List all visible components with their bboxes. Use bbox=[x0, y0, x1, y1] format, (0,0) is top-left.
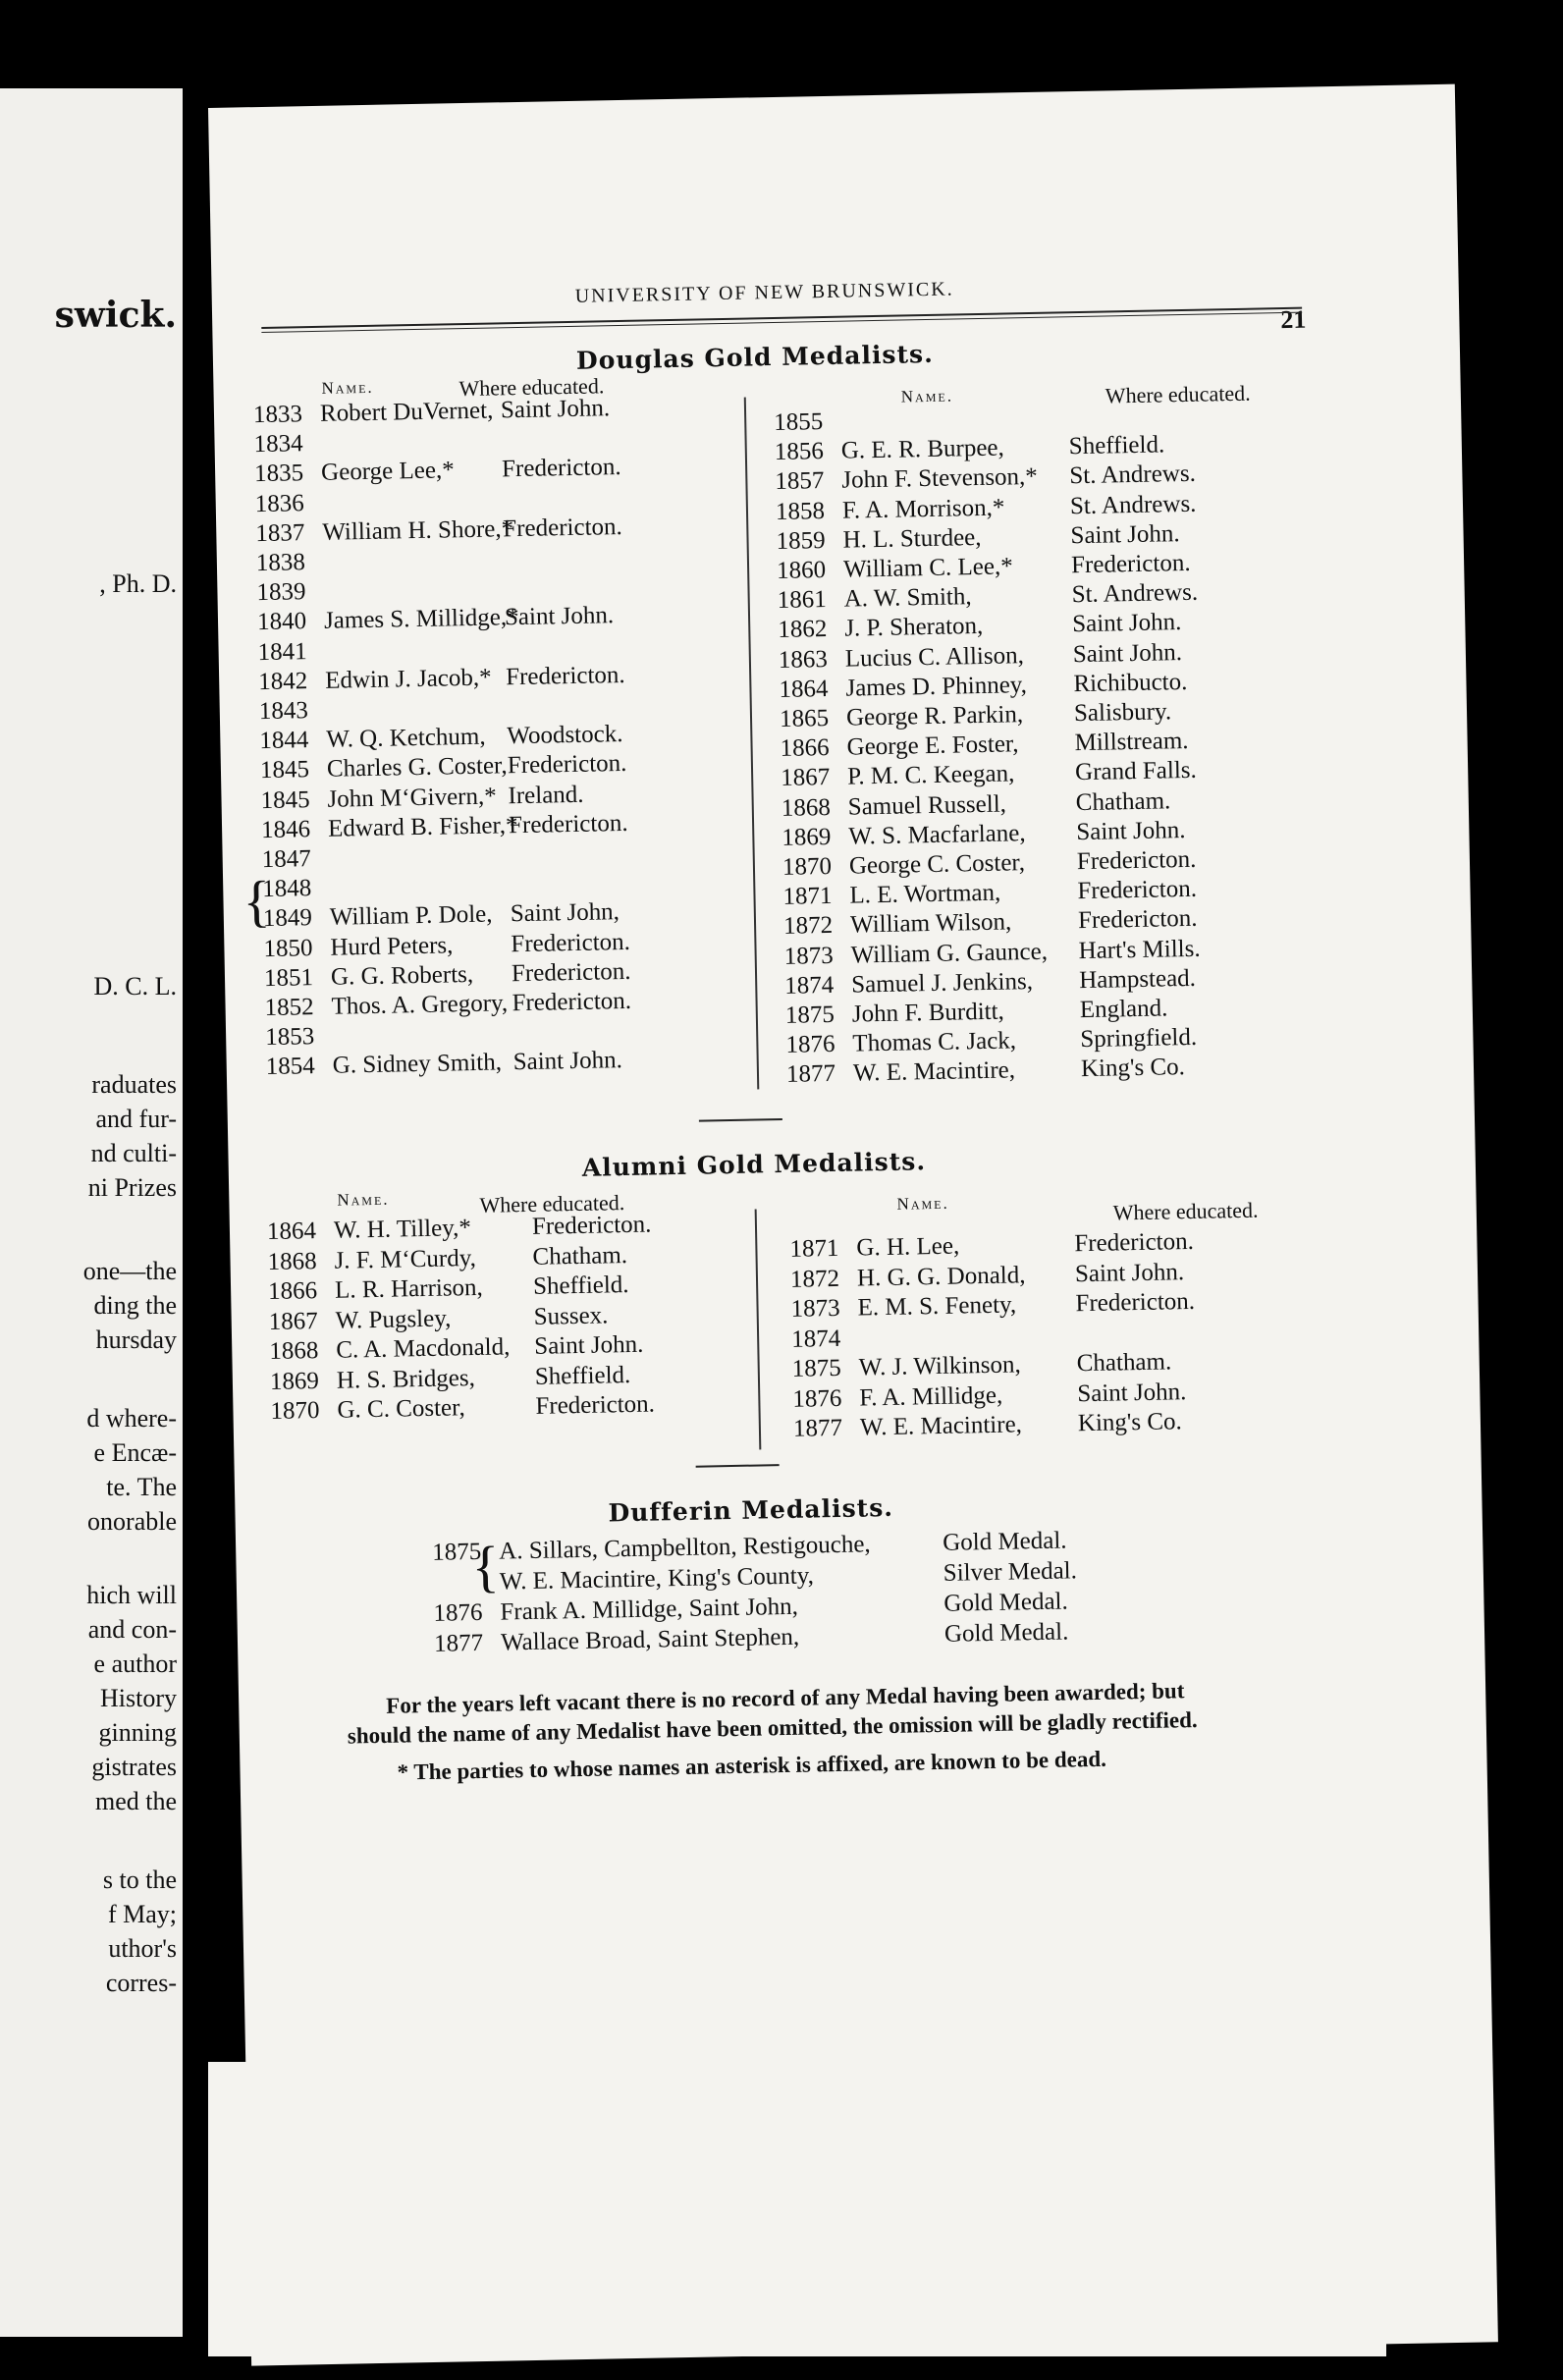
previous-page-text-line: f May; bbox=[107, 1900, 177, 1928]
medalist-name: A. Sillars, Campbellton, Restigouche, bbox=[499, 1531, 871, 1565]
medalist-name: Edward B. Fisher,* bbox=[327, 811, 518, 842]
place-educated: Richibucto. bbox=[1073, 668, 1188, 697]
medalist-name: G. H. Lee, bbox=[856, 1232, 960, 1262]
place-educated: Fredericton. bbox=[1077, 905, 1198, 935]
previous-page-text-line: med the bbox=[94, 1787, 177, 1815]
douglas-name-header-right: Name. bbox=[900, 386, 954, 406]
alumni-name-header-left: Name. bbox=[337, 1189, 390, 1210]
medal-type: Gold Medal. bbox=[942, 1527, 1067, 1556]
previous-page-text-line: te. The bbox=[106, 1473, 177, 1501]
place-educated: Chatham. bbox=[1075, 786, 1171, 816]
place-educated: Woodstock. bbox=[507, 721, 623, 750]
year: 1874 bbox=[790, 1325, 841, 1353]
medalist-name: W. J. Wilkinson, bbox=[858, 1351, 1021, 1381]
alumni-where-header-left: Where educated. bbox=[479, 1190, 625, 1217]
note-line-3: * The parties to whose names an asterisk is affixed, are known to be dead. bbox=[397, 1746, 1107, 1785]
previous-page-text-line: D. C. L. bbox=[93, 972, 177, 1001]
medalist-name: W. S. Macfarlane, bbox=[848, 819, 1026, 850]
year: 1855 bbox=[773, 408, 824, 436]
place-educated: St. Andrews. bbox=[1069, 490, 1197, 519]
section-divider-2 bbox=[696, 1464, 780, 1468]
year: 1850 bbox=[263, 934, 313, 962]
year: 1868 bbox=[267, 1247, 317, 1275]
medalist-name: Samuel Russell, bbox=[847, 790, 1007, 821]
place-educated: Fredericton. bbox=[512, 987, 632, 1017]
place-educated: Saint John. bbox=[1070, 519, 1180, 550]
brace-1875: { bbox=[470, 1534, 501, 1599]
year: 1847 bbox=[261, 845, 311, 874]
douglas-column-divider bbox=[744, 398, 760, 1090]
medalist-name: George E. Foster, bbox=[846, 730, 1019, 761]
year: 1868 bbox=[781, 793, 832, 822]
place-educated: Ireland. bbox=[508, 781, 584, 809]
place-educated: Sheffield. bbox=[534, 1361, 631, 1390]
dufferin-heading: Dufferin Medalists. bbox=[608, 1492, 894, 1528]
place-educated: Springfield. bbox=[1080, 1024, 1198, 1054]
year: 1870 bbox=[782, 852, 833, 881]
medalist-name: Thos. A. Gregory, bbox=[331, 990, 509, 1020]
year: 1840 bbox=[256, 608, 307, 636]
document-page bbox=[208, 84, 1498, 2366]
medalist-name: John F. Stevenson,* bbox=[841, 463, 1039, 495]
alumni-heading: Alumni Gold Medalists. bbox=[581, 1147, 927, 1182]
douglas-where-header-left: Where educated. bbox=[458, 373, 605, 402]
medalist-name: G. C. Coster, bbox=[337, 1394, 465, 1424]
place-educated: Saint John, bbox=[510, 898, 620, 928]
year: 1868 bbox=[269, 1337, 319, 1366]
year: 1857 bbox=[775, 467, 825, 496]
year: 1872 bbox=[789, 1265, 840, 1293]
brace-1845: { bbox=[242, 868, 271, 934]
previous-page-text-line: raduates bbox=[91, 1070, 177, 1099]
year: 1858 bbox=[775, 497, 826, 525]
medalist-name: G. G. Roberts, bbox=[330, 960, 474, 991]
place-educated: Fredericton. bbox=[505, 661, 625, 691]
year: 1834 bbox=[253, 430, 303, 459]
medalist-name: Charles G. Coster, bbox=[326, 752, 508, 784]
place-educated: Fredericton. bbox=[511, 957, 631, 988]
place-educated: Saint John. bbox=[1072, 638, 1183, 668]
medalist-name: W. Pugsley, bbox=[335, 1304, 452, 1334]
year: 1861 bbox=[777, 586, 827, 615]
place-educated: Fredericton. bbox=[1070, 549, 1191, 579]
place-educated: Saint John. bbox=[504, 602, 615, 631]
medalist-name: H. L. Sturdee, bbox=[842, 523, 982, 554]
medalist-name: Hurd Peters, bbox=[330, 931, 454, 961]
medalist-name: Robert DuVernet, bbox=[319, 397, 494, 427]
place-educated: Hart's Mills. bbox=[1078, 935, 1201, 964]
year: 1833 bbox=[252, 401, 303, 429]
year: 1867 bbox=[780, 764, 831, 792]
previous-page-text-line: ni Prizes bbox=[87, 1173, 177, 1202]
medalist-name: George R. Parkin, bbox=[845, 701, 1024, 731]
year: 1877 bbox=[785, 1060, 836, 1089]
year: 1876 bbox=[792, 1384, 842, 1413]
year: 1853 bbox=[264, 1023, 315, 1052]
previous-page-text-line: nd culti- bbox=[90, 1139, 177, 1167]
year: 1873 bbox=[790, 1294, 840, 1323]
medalist-name: William C. Lee,* bbox=[842, 553, 1013, 583]
year: 1872 bbox=[782, 912, 834, 941]
previous-page-text-line: corres- bbox=[105, 1969, 177, 1997]
douglas-heading: Douglas Gold Medalists. bbox=[575, 339, 935, 375]
place-educated: Fredericton. bbox=[1074, 1227, 1195, 1258]
year: 1863 bbox=[778, 645, 829, 674]
medalist-name: L. R. Harrison, bbox=[334, 1273, 484, 1304]
medalist-name: F. A. Morrison,* bbox=[841, 494, 1005, 524]
note-line-2: should the name of any Medalist have been omitted, the omission will be gladly rectified. bbox=[347, 1706, 1198, 1749]
medalist-name: Thomas C. Jack, bbox=[852, 1027, 1017, 1057]
place-educated: Fredericton. bbox=[1076, 845, 1197, 876]
medalist-name: W. Q. Ketchum, bbox=[326, 723, 486, 753]
medalist-name: James D. Phinney, bbox=[845, 671, 1028, 702]
year: 1873 bbox=[783, 942, 834, 970]
place-educated: Fredericton. bbox=[1077, 876, 1198, 905]
page-number: 21 bbox=[1280, 304, 1307, 335]
year: 1876 bbox=[433, 1598, 483, 1627]
section-divider-1 bbox=[699, 1118, 782, 1122]
medalist-name: A. W. Smith, bbox=[843, 583, 972, 613]
year: 1871 bbox=[782, 883, 833, 911]
alumni-where-header-right: Where educated. bbox=[1112, 1197, 1259, 1225]
place-educated: Saint John. bbox=[1076, 816, 1186, 845]
year: 1875 bbox=[432, 1538, 482, 1566]
header-rule-thin bbox=[261, 312, 1302, 333]
place-educated: Saint John. bbox=[512, 1047, 623, 1076]
medalist-name: Samuel J. Jenkins, bbox=[851, 967, 1034, 999]
year: 1852 bbox=[264, 994, 314, 1022]
place-educated: Chatham. bbox=[532, 1241, 628, 1271]
year: 1845 bbox=[260, 785, 310, 814]
douglas-where-header-right: Where educated. bbox=[1105, 380, 1251, 408]
note-line-1: For the years left vacant there is no record of any Medal having been awarded; but bbox=[386, 1678, 1185, 1718]
previous-page-text-line: e Encæ- bbox=[93, 1438, 177, 1467]
previous-page-text-line: d where- bbox=[86, 1404, 177, 1433]
previous-page-text-line: and con- bbox=[87, 1615, 177, 1644]
medalist-name: Edwin J. Jacob,* bbox=[324, 664, 492, 694]
year: 1859 bbox=[776, 526, 826, 555]
place-educated: King's Co. bbox=[1077, 1408, 1183, 1437]
medalist-name: John M‘Givern,* bbox=[327, 783, 497, 813]
previous-page-text-line: e author bbox=[93, 1650, 177, 1678]
place-educated: England. bbox=[1079, 995, 1168, 1024]
year: 1854 bbox=[265, 1053, 316, 1081]
place-educated: Salisbury. bbox=[1073, 698, 1172, 728]
previous-page-text-line: , Ph. D. bbox=[99, 569, 177, 598]
medal-type: Silver Medal. bbox=[943, 1557, 1078, 1587]
year: 1841 bbox=[257, 637, 307, 666]
previous-page-text-line: History bbox=[100, 1684, 177, 1712]
medalist-name: W. E. Macintire, bbox=[852, 1056, 1016, 1087]
medalist-name: John F. Burditt, bbox=[851, 998, 1005, 1028]
previous-page-text-line: one—the bbox=[82, 1257, 177, 1285]
year: 1864 bbox=[779, 675, 829, 703]
place-educated: Fredericton. bbox=[503, 513, 623, 543]
place-educated: Fredericton. bbox=[1075, 1287, 1196, 1318]
running-title: UNIVERSITY OF NEW BRUNSWICK. bbox=[574, 278, 954, 307]
medalist-name: Frank A. Millidge, Saint John, bbox=[500, 1593, 799, 1626]
place-educated: Sussex. bbox=[533, 1301, 609, 1330]
place-educated: Hampstead. bbox=[1078, 964, 1197, 994]
place-educated: Sheffield. bbox=[532, 1271, 629, 1300]
place-educated: Saint John. bbox=[1077, 1378, 1187, 1407]
medalist-name: W. E. Macintire, bbox=[859, 1411, 1023, 1441]
medalist-name: William G. Gaunce, bbox=[850, 938, 1049, 969]
place-educated: St. Andrews. bbox=[1069, 460, 1197, 490]
year: 1860 bbox=[776, 557, 827, 584]
previous-page-text-line: s to the bbox=[102, 1866, 177, 1894]
year: 1869 bbox=[269, 1367, 320, 1395]
year: 1871 bbox=[789, 1234, 839, 1263]
medalist-name: H. G. G. Donald, bbox=[856, 1261, 1026, 1292]
previous-page-text-line: ginning bbox=[98, 1718, 177, 1747]
place-educated: Chatham. bbox=[1076, 1348, 1172, 1378]
year: 1877 bbox=[433, 1629, 484, 1657]
medalist-name: W. E. Macintire, King's County, bbox=[499, 1562, 815, 1596]
year: 1875 bbox=[791, 1354, 842, 1382]
medalist-name: William P. Dole, bbox=[329, 900, 493, 932]
year: 1875 bbox=[784, 1001, 835, 1029]
place-educated: Fredericton. bbox=[507, 750, 627, 780]
year: 1866 bbox=[780, 734, 830, 763]
year: 1876 bbox=[785, 1031, 835, 1059]
previous-page-text-line: swick. bbox=[54, 295, 177, 336]
year: 1862 bbox=[778, 616, 828, 644]
medalist-name: H. S. Bridges, bbox=[336, 1364, 476, 1394]
medalist-name: Lucius C. Allison, bbox=[844, 641, 1025, 673]
year: 1842 bbox=[257, 667, 308, 695]
place-educated: Saint John. bbox=[1072, 609, 1182, 638]
medalist-name: Wallace Broad, Saint Stephen, bbox=[500, 1623, 800, 1656]
place-educated: Saint John. bbox=[534, 1330, 644, 1360]
medalist-name: G. Sidney Smith, bbox=[332, 1049, 503, 1080]
place-educated: Sheffield. bbox=[1068, 431, 1165, 460]
previous-page-text-line: hursday bbox=[95, 1325, 177, 1354]
year: 1846 bbox=[260, 815, 311, 843]
place-educated: Fredericton. bbox=[535, 1390, 656, 1420]
year: 1843 bbox=[258, 697, 309, 726]
year: 1867 bbox=[268, 1307, 318, 1335]
header-rule bbox=[261, 307, 1302, 329]
year: 1856 bbox=[774, 438, 825, 466]
year: 1845 bbox=[259, 756, 310, 784]
medalist-name: J. F. M‘Curdy, bbox=[334, 1244, 477, 1274]
place-educated: Saint John. bbox=[500, 395, 611, 424]
medalist-name: George C. Coster, bbox=[848, 849, 1026, 880]
medalist-name: J. P. Sheraton, bbox=[844, 613, 984, 643]
medalist-name: E. M. S. Fenety, bbox=[857, 1291, 1017, 1322]
place-educated: Fredericton. bbox=[508, 809, 628, 839]
previous-page-text-line: hich will bbox=[86, 1581, 177, 1609]
year: 1870 bbox=[270, 1397, 320, 1426]
place-educated: King's Co. bbox=[1080, 1054, 1186, 1083]
year: 1865 bbox=[779, 704, 830, 732]
medal-type: Gold Medal. bbox=[943, 1588, 1068, 1617]
previous-page-text-line: onorable bbox=[87, 1507, 177, 1536]
medalist-name: L. E. Wortman, bbox=[849, 879, 1001, 909]
year: 1844 bbox=[259, 727, 309, 755]
year: 1864 bbox=[266, 1217, 317, 1246]
medalist-name: C. A. Macdonald, bbox=[336, 1333, 511, 1364]
year: 1848 bbox=[262, 875, 312, 903]
medalist-name: James S. Millidge,* bbox=[323, 604, 519, 635]
previous-page-text-line: and fur- bbox=[95, 1105, 177, 1133]
year: 1837 bbox=[255, 518, 305, 547]
alumni-name-header-right: Name. bbox=[896, 1193, 949, 1214]
place-educated: Saint John. bbox=[1074, 1258, 1185, 1287]
year: 1877 bbox=[792, 1414, 843, 1442]
medalist-name: George Lee,* bbox=[320, 457, 455, 487]
medalist-name: F. A. Millidge, bbox=[859, 1381, 1003, 1412]
medalist-name: William H. Shore,* bbox=[322, 514, 514, 546]
alumni-column-divider bbox=[755, 1209, 762, 1449]
medalist-name: P. M. C. Keegan, bbox=[846, 760, 1015, 791]
medal-type: Gold Medal. bbox=[943, 1618, 1069, 1648]
year: 1849 bbox=[262, 904, 313, 933]
year: 1835 bbox=[253, 460, 304, 488]
previous-page-strip bbox=[0, 88, 183, 2337]
place-educated: St. Andrews. bbox=[1071, 578, 1199, 609]
place-educated: Millstream. bbox=[1074, 728, 1189, 757]
medalist-name: G. E. R. Burpee, bbox=[840, 434, 1005, 464]
year: 1836 bbox=[254, 489, 305, 517]
year: 1869 bbox=[782, 823, 832, 851]
place-educated: Grand Falls. bbox=[1074, 757, 1198, 786]
year: 1839 bbox=[256, 578, 306, 607]
medalist-name: William Wilson, bbox=[849, 908, 1012, 939]
year: 1866 bbox=[267, 1277, 318, 1306]
year: 1874 bbox=[784, 971, 835, 1000]
place-educated: Fredericton. bbox=[531, 1211, 652, 1240]
douglas-name-header-left: Name. bbox=[321, 377, 374, 398]
previous-page-text-line: uthor's bbox=[108, 1934, 177, 1963]
place-educated: Fredericton. bbox=[511, 928, 631, 957]
year: 1851 bbox=[263, 963, 314, 992]
medalist-name: W. H. Tilley,* bbox=[333, 1215, 472, 1244]
place-educated: Fredericton. bbox=[501, 454, 621, 483]
previous-page-text-line: gistrates bbox=[91, 1753, 177, 1781]
previous-page-text-line: ding the bbox=[93, 1291, 177, 1320]
year: 1838 bbox=[255, 549, 306, 577]
